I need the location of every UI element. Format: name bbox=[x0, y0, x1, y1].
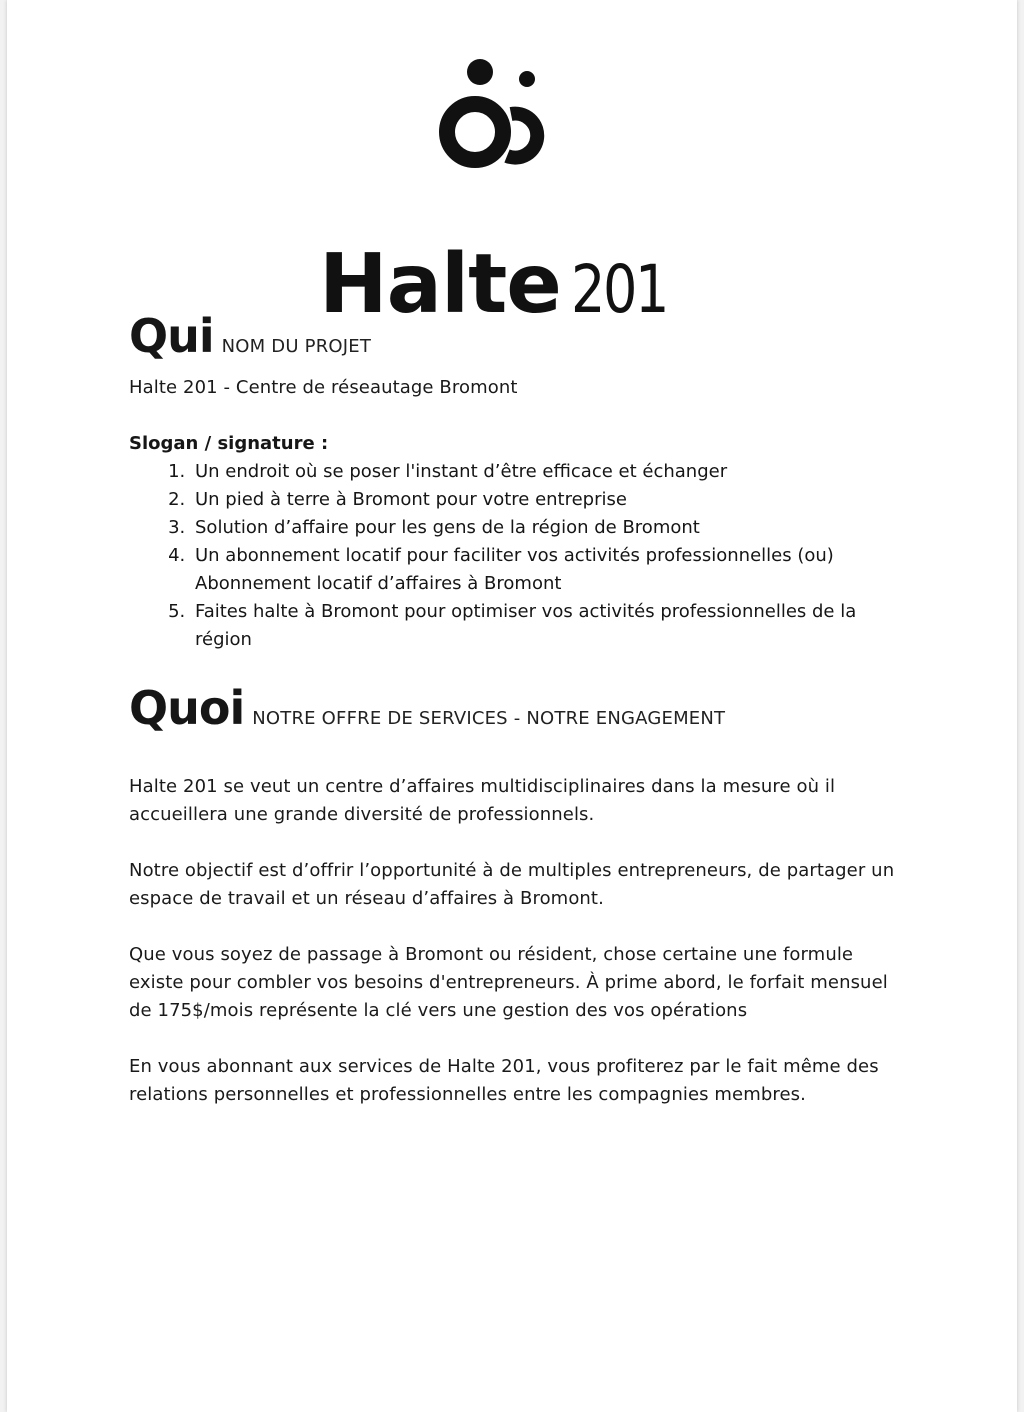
project-name: Halte 201 - Centre de réseautage Bromont bbox=[129, 377, 518, 399]
slogan-item: 4. Un abonnement locatif pour faciliter vos activités professionnelles (ou) Abonnement locatif d’affaires à Bromont bbox=[191, 542, 909, 598]
document-page bbox=[7, 0, 1017, 1412]
slogan-item: 5. Faites halte à Bromont pour optimiser vos activités professionnelles de la région bbox=[191, 598, 909, 654]
quoi-paragraph: En vous abonnant aux services de Halte 201, vous profiterez par le fait même des relations personnelles et professionnelles entre les compagnies membres. bbox=[129, 1055, 879, 1105]
quoi-section-heading bbox=[129, 681, 909, 736]
qui-section-heading bbox=[129, 309, 909, 363]
slogan-item: 3. Solution d’affaire pour les gens de la région de Bromont bbox=[191, 514, 909, 542]
quoi-subheading: NOTRE OFFRE DE SERVICES - NOTRE ENGAGEMENT bbox=[252, 708, 726, 730]
qui-subheading: NOM DU PROJET bbox=[221, 336, 372, 357]
slogan-list bbox=[129, 458, 909, 654]
slogan-item: 2. Un pied à terre à Bromont pour votre entreprise bbox=[191, 486, 909, 514]
quoi-heading: Quoi bbox=[129, 681, 245, 736]
quoi-paragraph: Notre objectif est d’offrir l’opportunité à de multiples entrepreneurs, de partager un espace de travail et un réseau d’affaires à Bromont. bbox=[129, 859, 895, 909]
logo-mark-icon bbox=[425, 52, 565, 172]
logo-number-text: 201 bbox=[570, 251, 667, 328]
logo-brand-text: Halte bbox=[319, 237, 561, 332]
slogan-item: 1. Un endroit où se poser l'instant d’être efficace et échanger bbox=[191, 458, 909, 486]
document-content bbox=[129, 309, 909, 1109]
halte-201-logo bbox=[7, 52, 1017, 332]
slogan-label: Slogan / signature : bbox=[129, 433, 329, 455]
qui-heading: Qui bbox=[129, 309, 214, 363]
quoi-paragraph: Que vous soyez de passage à Bromont ou résident, chose certaine une formule existe pour combler vos besoins d'entrepreneurs. À prime abord, le forfait mensuel de 175$/mois représente la clé vers une gestion des vos opérations bbox=[129, 943, 888, 1021]
quoi-paragraph: Halte 201 se veut un centre d’affaires multidisciplinaires dans la mesure où il accueillera une grande diversité de professionnels. bbox=[129, 775, 836, 825]
